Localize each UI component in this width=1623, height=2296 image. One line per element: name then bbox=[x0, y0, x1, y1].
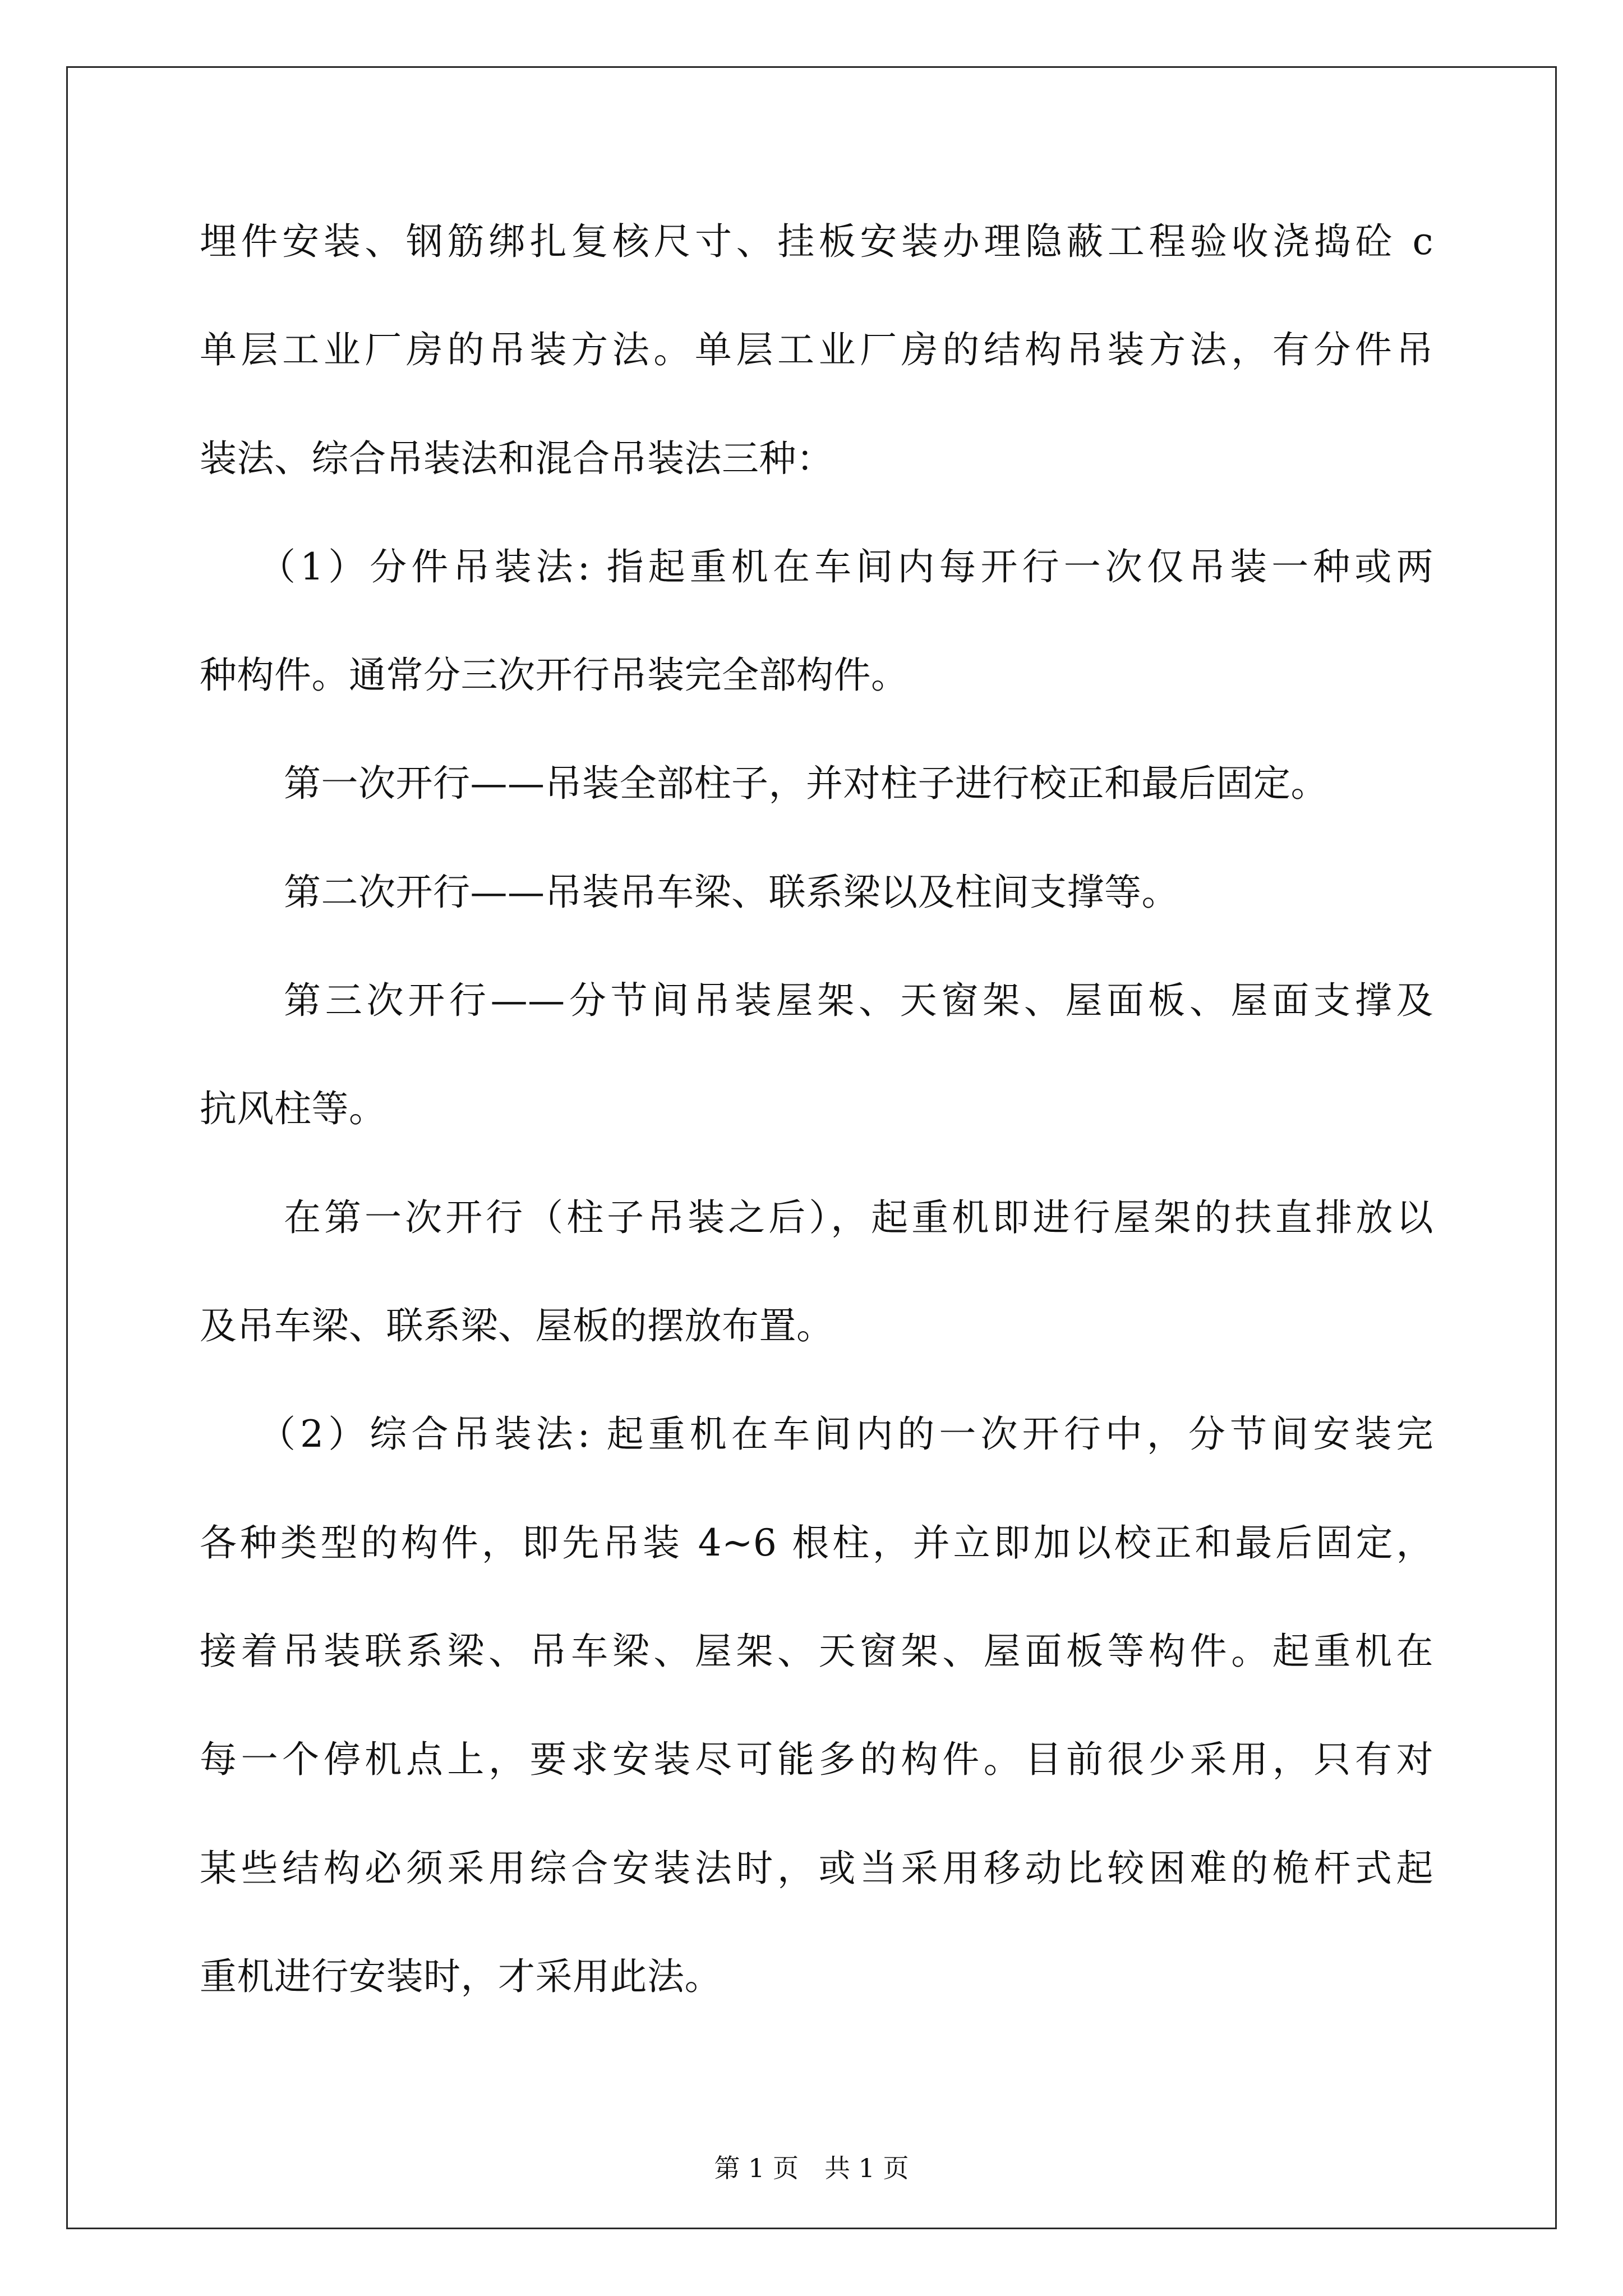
page-border bbox=[66, 66, 1557, 2229]
text-line: 各种类型的构件，即先吊装 4~6 根柱，并立即加以校正和最后固定， bbox=[200, 1521, 1433, 1565]
text-line: （2）综合吊装法: 起重机在车间内的一次开行中，分节间安装完 bbox=[259, 1412, 1433, 1456]
text-line: 单层工业厂房的吊装方法。单层工业厂房的结构吊装方法，有分件吊 bbox=[200, 328, 1433, 371]
page-footer: 第 1 页 共 1 页 bbox=[714, 2153, 909, 2183]
text-line: 每一个停机点上，要求安装尽可能多的构件。目前很少采用，只有对 bbox=[200, 1738, 1433, 1781]
text-line: 抗风柱等。 bbox=[200, 1087, 386, 1130]
text-line: 某些结构必须采用综合安装法时，或当采用移动比较困难的桅杆式起 bbox=[200, 1847, 1433, 1890]
text-line: 装法、综合吊装法和混合吊装法三种： bbox=[200, 437, 834, 480]
text-line: 及吊车梁、联系梁、屋板的摆放布置。 bbox=[200, 1304, 834, 1347]
text-line: 重机进行安装时，才采用此法。 bbox=[200, 1955, 722, 1998]
text-line: 第二次开行——吊装吊车梁、联系梁以及柱间支撑等。 bbox=[284, 871, 1179, 914]
text-line: 第一次开行——吊装全部柱子，并对柱子进行校正和最后固定。 bbox=[284, 762, 1328, 805]
text-line: 埋件安装、钢筋绑扎复核尺寸、挂板安装办理隐蔽工程验收浇捣砼 c bbox=[200, 220, 1433, 263]
text-line: 第三次开行——分节间吊装屋架、天窗架、屋面板、屋面支撑及 bbox=[284, 979, 1433, 1022]
text-line: 接着吊装联系梁、吊车梁、屋架、天窗架、屋面板等构件。起重机在 bbox=[200, 1630, 1433, 1673]
text-line: 在第一次开行（柱子吊装之后），起重机即进行屋架的扶直排放以 bbox=[284, 1196, 1433, 1239]
text-line: （1）分件吊装法: 指起重机在车间内每开行一次仅吊装一种或两 bbox=[259, 545, 1433, 588]
text-line: 种构件。通常分三次开行吊装完全部构件。 bbox=[200, 654, 909, 697]
